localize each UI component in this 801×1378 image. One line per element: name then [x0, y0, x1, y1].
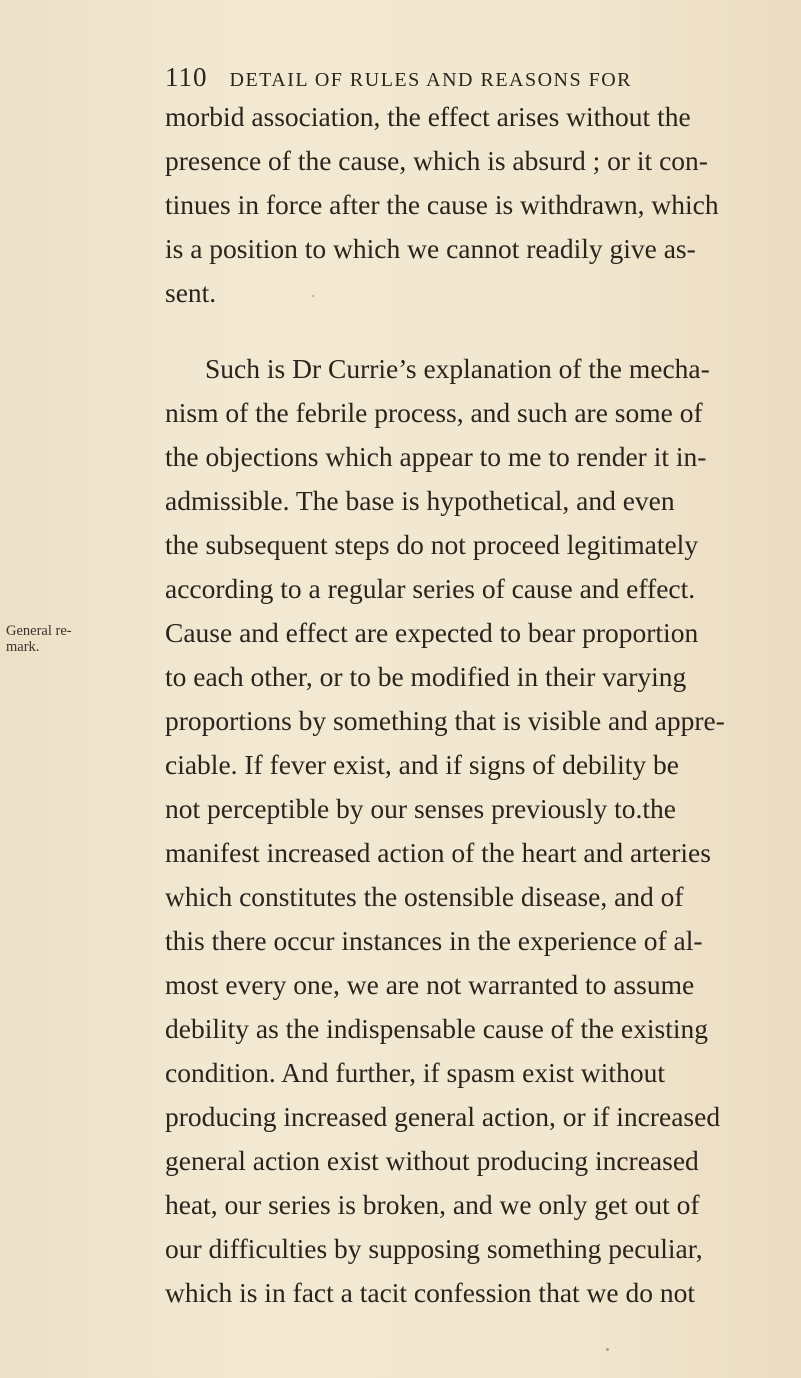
text-line: producing increased general action, or if increased [165, 1101, 721, 1132]
text-line: nism of the febrile process, and such are some of [165, 397, 703, 428]
text-line: this there occur instances in the experience of al- [165, 925, 703, 956]
page-number: 110 [165, 62, 208, 92]
text-line: not perceptible by our senses previously to.the [165, 793, 676, 824]
running-header [165, 62, 632, 93]
text-line: ciable. If fever exist, and if signs of debility be [165, 749, 679, 780]
text-line: the objections which appear to me to render it in- [165, 441, 707, 472]
text-line: Such is Dr Currie’s explanation of the mecha- [205, 353, 710, 384]
text-line: according to a regular series of cause and effect. [165, 573, 696, 604]
text-line: Cause and effect are expected to bear proportion [165, 617, 699, 648]
text-line: heat, our series is broken, and we only get out of [165, 1189, 700, 1220]
text-line: to each other, or to be modified in their varying [165, 661, 687, 692]
text-line: our difficulties by supposing something peculiar, [165, 1233, 703, 1264]
text-line: general action exist without producing increased [165, 1145, 699, 1176]
text-line: debility as the indispensable cause of the existing [165, 1013, 708, 1044]
text-line: most every one, we are not warranted to assume [165, 969, 695, 1000]
paper-speck [606, 1348, 609, 1351]
text-line: sent. [165, 277, 217, 308]
paper-speck [312, 295, 314, 297]
text-line: tinues in force after the cause is withdrawn, which [165, 189, 719, 220]
text-line: manifest increased action of the heart and arteries [165, 837, 711, 868]
text-line: proportions by something that is visible and appre- [165, 705, 725, 736]
running-title: DETAIL OF RULES AND REASONS FOR [229, 69, 633, 91]
text-line: morbid association, the effect arises without the [165, 101, 691, 132]
text-line: admissible. The base is hypothetical, and even [165, 485, 675, 516]
margin-note-line2: mark. [6, 639, 40, 655]
margin-note-line1: General re- [6, 623, 72, 639]
text-line: condition. And further, if spasm exist without [165, 1057, 665, 1088]
text-line: which is in fact a tacit confession that we do not [165, 1277, 695, 1308]
text-line: presence of the cause, which is absurd ; or it con- [165, 145, 708, 176]
text-line: which constitutes the ostensible disease, and of [165, 881, 684, 912]
text-line: is a position to which we cannot readily give as- [165, 233, 696, 264]
text-line: the subsequent steps do not proceed legitimately [165, 529, 699, 560]
